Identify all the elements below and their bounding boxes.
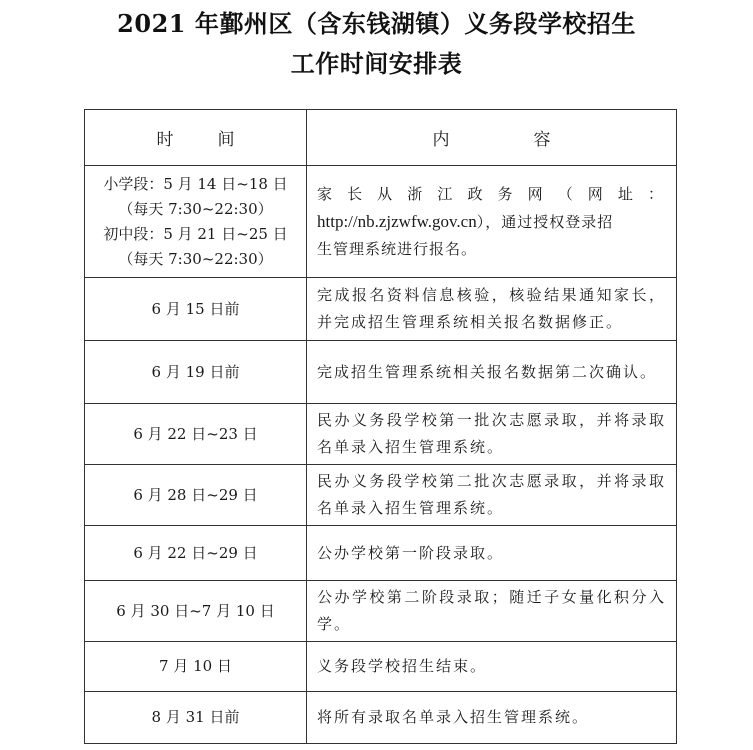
header-time: 时间 xyxy=(85,110,307,166)
table-row xyxy=(85,341,677,404)
website-url: http://nb.zjzwfw.gov.cn xyxy=(317,211,477,231)
time-cell: 6 月 19 日前 xyxy=(85,341,307,404)
time-cell: 6 月 30 日~7 月 10 日 xyxy=(85,581,307,642)
content-cell: 将所有录取名单录入招生管理系统。 xyxy=(307,692,677,744)
table-row xyxy=(85,692,677,744)
time-cell: 6 月 28 日~29 日 xyxy=(85,465,307,526)
table-row xyxy=(85,278,677,341)
table-header-row xyxy=(85,110,677,166)
table-row xyxy=(85,581,677,642)
content-cell: 义务段学校招生结束。 xyxy=(307,642,677,692)
content-text: 生管理系统进行报名。 xyxy=(317,239,478,258)
time-cell: 7 月 10 日 xyxy=(85,642,307,692)
content-text: 家长从浙江政务网（网址： xyxy=(317,184,666,203)
time-cell: 6 月 22 日~29 日 xyxy=(85,526,307,581)
time-cell: 6 月 22 日~23 日 xyxy=(85,404,307,465)
content-cell xyxy=(307,166,677,278)
content-cell: 民办义务段学校第二批次志愿录取，并将录取名单录入招生管理系统。 xyxy=(307,465,677,526)
primary-school-hours: （每天 7:30~22:30） xyxy=(118,199,273,218)
header-content: 内容 xyxy=(307,110,677,166)
content-cell: 完成招生管理系统相关报名数据第二次确认。 xyxy=(307,341,677,404)
table-row xyxy=(85,404,677,465)
content-cell: 民办义务段学校第一批次志愿录取，并将录取名单录入招生管理系统。 xyxy=(307,404,677,465)
content-cell: 完成报名资料信息核验，核验结果通知家长，并完成招生管理系统相关报名数据修正。 xyxy=(307,278,677,341)
table-row xyxy=(85,465,677,526)
document-title-line2: 工作时间安排表 xyxy=(290,49,463,78)
content-cell: 公办学校第一阶段录取。 xyxy=(307,526,677,581)
junior-school-hours: （每天 7:30~22:30） xyxy=(118,249,273,268)
time-cell xyxy=(85,166,307,278)
content-cell: 公办学校第二阶段录取；随迁子女量化积分入学。 xyxy=(307,581,677,642)
time-cell: 8 月 31 日前 xyxy=(85,692,307,744)
primary-school-dates: 小学段：5 月 14 日~18 日 xyxy=(103,174,288,193)
table-row xyxy=(85,642,677,692)
content-text: ），通过授权登录招 xyxy=(476,212,614,231)
table-row xyxy=(85,166,677,278)
table-row xyxy=(85,526,677,581)
schedule-table xyxy=(84,109,677,744)
time-cell: 6 月 15 日前 xyxy=(85,278,307,341)
document-title-line1: 2021 年鄞州区（含东钱湖镇）义务段学校招生 xyxy=(117,9,636,38)
junior-school-dates: 初中段：5 月 21 日~25 日 xyxy=(103,224,288,243)
